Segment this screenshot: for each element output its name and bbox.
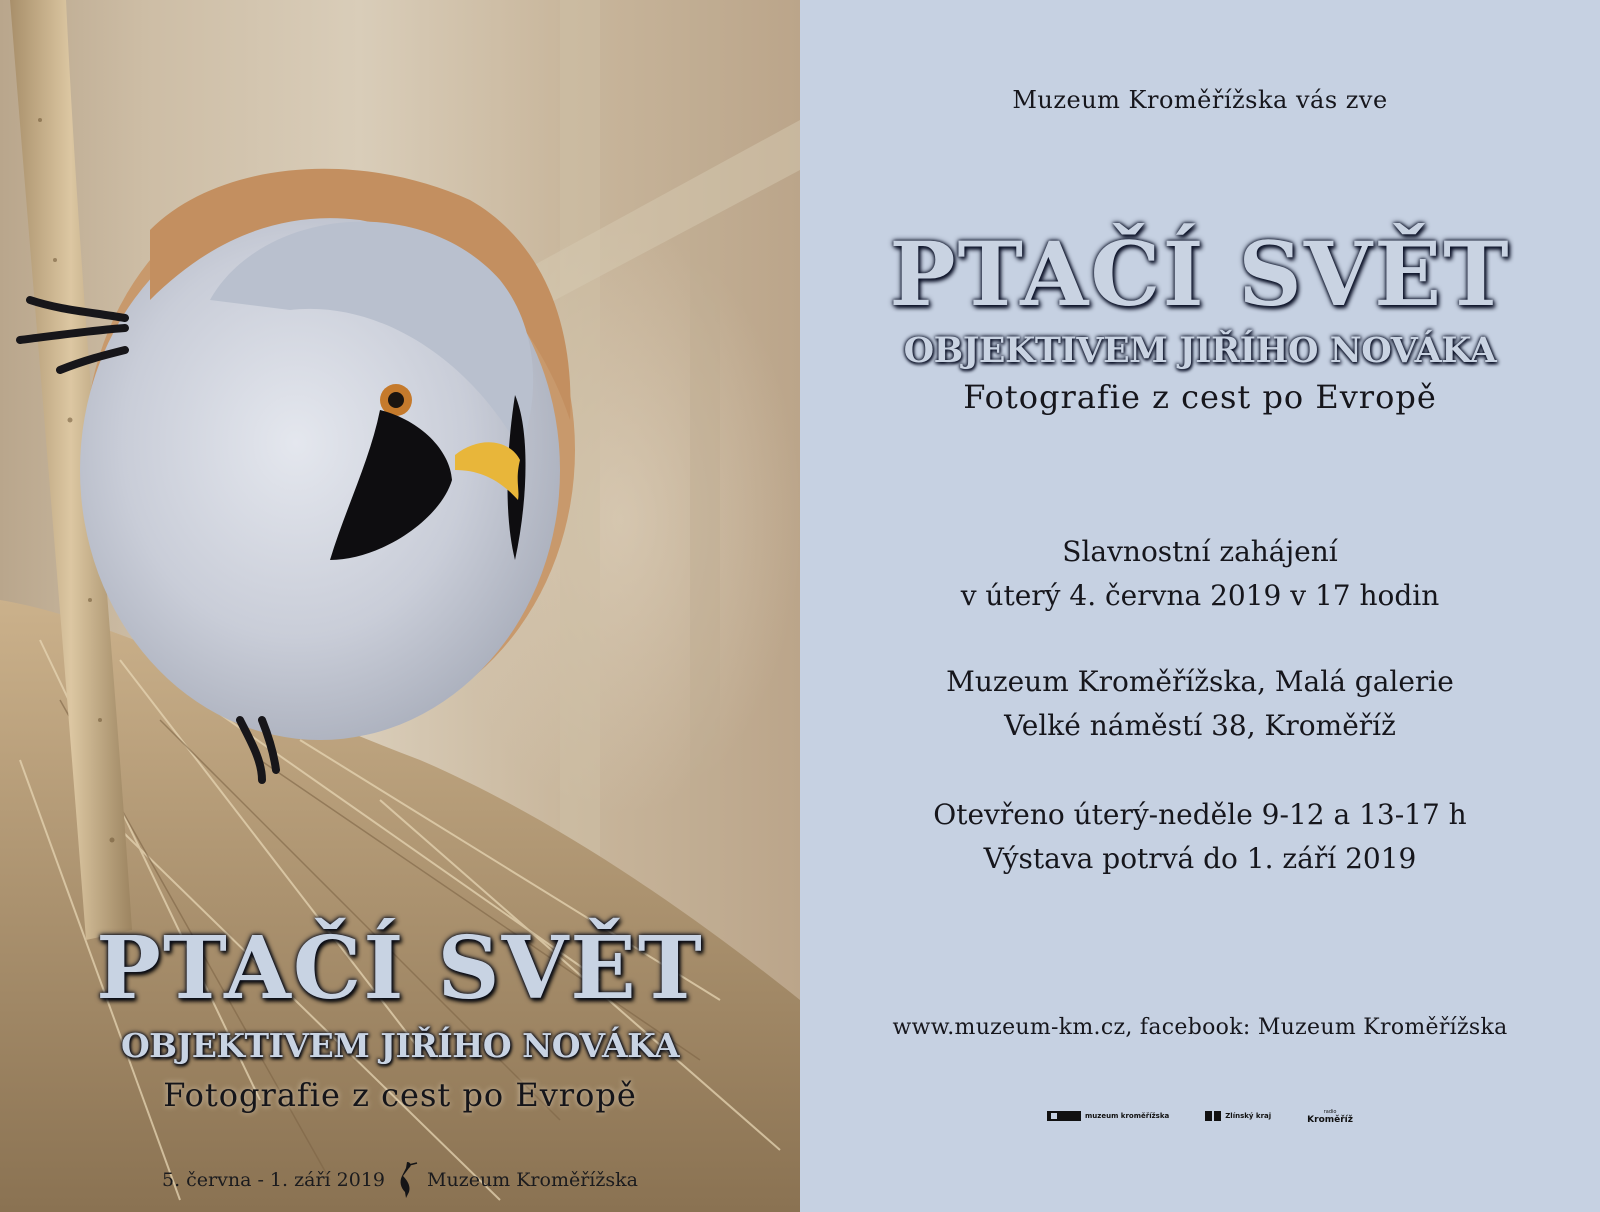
poster-title: PTAČÍ SVĚT (96, 918, 704, 1019)
opening-date: v úterý 4. června 2019 v 17 hodin (960, 579, 1440, 612)
zlin-region-logo (1205, 1111, 1271, 1121)
venue-name: Muzeum Kroměřížska, Malá galerie (946, 665, 1454, 698)
radio-logo-text: Kroměříž (1307, 1115, 1353, 1125)
invitation-panel (800, 0, 1600, 1212)
exhibition-end: Výstava potrvá do 1. září 2019 (983, 842, 1417, 875)
invitation-intro: Muzeum Kroměřížska vás zve (1012, 86, 1388, 114)
web-contact[interactable]: www.muzeum-km.cz, facebook: Muzeum Kroměřížska (892, 1015, 1508, 1040)
opening-hours: Otevřeno úterý-neděle 9-12 a 13-17 h (933, 798, 1467, 831)
zlin-mark-icon (1205, 1111, 1221, 1121)
poster-museum: Muzeum Kroměřížska (427, 1169, 638, 1191)
museum-logo (1047, 1111, 1169, 1121)
heron-silhouette-icon (393, 1160, 419, 1200)
museum-logo-text: muzeum kroměřížska (1084, 1111, 1170, 1120)
opening-label: Slavnostní zahájení (1062, 535, 1338, 568)
opening-info (800, 530, 1600, 618)
invitation-description: Fotografie z cest po Evropě (963, 378, 1437, 416)
sponsor-logos (800, 1108, 1600, 1124)
poster-subtitle: OBJEKTIVEM JIŘÍHO NOVÁKA (120, 1026, 680, 1065)
invitation-title: PTAČÍ SVĚT (889, 222, 1511, 326)
venue-info (800, 660, 1600, 748)
museum-mark-icon (1047, 1111, 1081, 1121)
invitation-subtitle: OBJEKTIVEM JIŘÍHO NOVÁKA (903, 330, 1497, 371)
poster-footer (0, 1160, 800, 1200)
hours-info (800, 793, 1600, 881)
venue-address: Velké náměstí 38, Kroměříž (1004, 709, 1396, 742)
poster-description: Fotografie z cest po Evropě (163, 1076, 637, 1114)
poster-dates: 5. června - 1. září 2019 (162, 1169, 385, 1191)
zlin-logo-text: Zlínský kraj (1225, 1112, 1272, 1120)
radio-kromeriz-logo (1307, 1108, 1353, 1124)
radio-small-text: radio (1323, 1109, 1337, 1115)
